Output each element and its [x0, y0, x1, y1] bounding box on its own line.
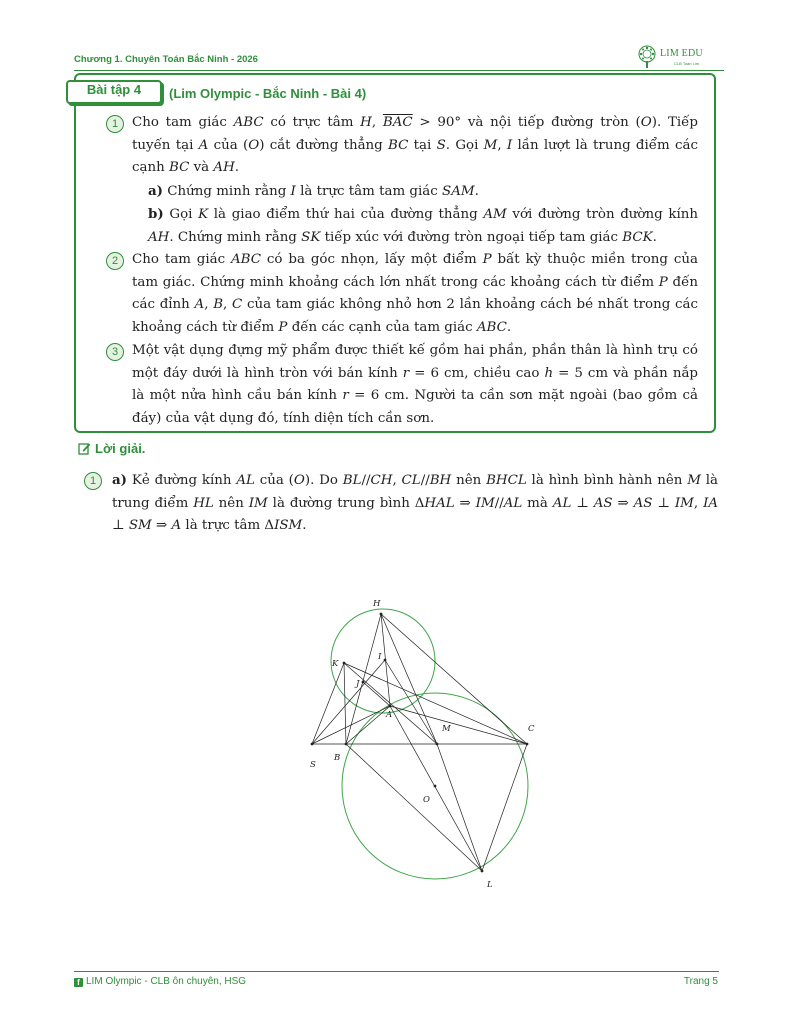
solution-number-1: 1	[84, 472, 102, 490]
problem-2-text: Cho tam giác ABC có ba góc nhọn, lấy một điểm P bất kỳ thuộc miền trong của tam giác. Chứng minh khoảng cách lớn nhất trong các khoảng cách từ điểm P đến các đỉnh A, B, C của tam giác không nhỏ hơn 2 lần khoảng cách bé nhất trong các khoảng cách từ điểm P đến các cạnh của tam giác ABC.	[132, 252, 699, 335]
solution-heading	[78, 441, 145, 456]
problem-number-2: 2	[106, 252, 124, 270]
exercise-label: Bài tập 4	[86, 82, 142, 97]
footer-left-text: LIM Olympic - CLB ôn chuyên, HSG	[86, 976, 247, 987]
exercise-tab	[66, 80, 162, 104]
problem-1a: a) Chứng minh rằng I là trực tâm tam giác SAM.	[148, 183, 479, 199]
chapter-title: Chương 1. Chuyên Toán Bắc Ninh - 2026	[74, 54, 258, 65]
problem-number-3: 3	[106, 343, 124, 361]
page-number: Trang 5	[683, 976, 718, 987]
footer-left	[74, 976, 246, 987]
facebook-icon: f	[74, 978, 83, 987]
solution-1a-text: a) Kẻ đường kính AL của (O). Do BL//CH, CL//BH nên BHCL là hình bình hành nên M là trung điểm HL nên IM là đường trung bình ΔHAL ⇒ IM//AL mà AL ⊥ AS ⇒ AS ⊥ IM, IA ⊥ SM ⇒ A là trực tâm ΔISM.	[112, 472, 719, 533]
logo-subtext: CLB Toán Lim	[674, 61, 700, 66]
lim-edu-logo	[634, 44, 724, 70]
label-k: K	[332, 659, 339, 669]
problem-number-1: 1	[106, 115, 124, 133]
logo-text: LIM EDU	[660, 48, 703, 59]
geometry-figure	[300, 595, 550, 900]
footer-divider	[74, 971, 719, 972]
tree-icon	[636, 45, 658, 69]
label-h: H	[373, 599, 381, 609]
solution-heading-text: Lời giải.	[95, 441, 146, 456]
problem-1b: b) Gọi K là giao điểm thứ hai của đường thẳng AM với đường tròn đường kính AH. Chứng minh rằng SK tiếp xúc với đường tròn ngoại tiếp tam giác BCK.	[148, 206, 699, 245]
header-divider	[74, 70, 724, 71]
label-l: L	[487, 880, 493, 890]
label-o: O	[423, 795, 430, 805]
label-a: A	[386, 710, 393, 720]
problem-3-text: Một vật dụng đựng mỹ phẩm được thiết kế gồm hai phần, phần thân là hình trụ có một đáy dưới là hình tròn với bán kính r = 6 cm, chiều cao h = 5 cm và phần nắp là một nửa hình cầu bán kính r = 6 cm. Người ta cần sơn mặt ngoài (bao gồm cả đáy) của vật dụng đó, tính diện tích cần sơn.	[132, 343, 699, 426]
label-s: S	[310, 760, 316, 770]
label-j: J	[356, 679, 360, 689]
label-c: C	[528, 724, 535, 734]
exercise-source: (Lim Olympic - Bắc Ninh - Bài 4)	[169, 86, 367, 101]
edit-icon	[78, 442, 91, 455]
label-m: M	[442, 724, 451, 734]
problem-1-text: Cho tam giác ABC có trực tâm H, $\overline{BAC} > 90^\circ$ và nội tiếp đường tròn (O). Tiếp tuyến tại A của (O) cắt đường thẳng BC tại S. Gọi M, I lần lượt là trung điểm các cạnh BC và AH.	[132, 115, 698, 175]
label-b: B	[334, 753, 341, 763]
label-i: I	[378, 652, 382, 662]
